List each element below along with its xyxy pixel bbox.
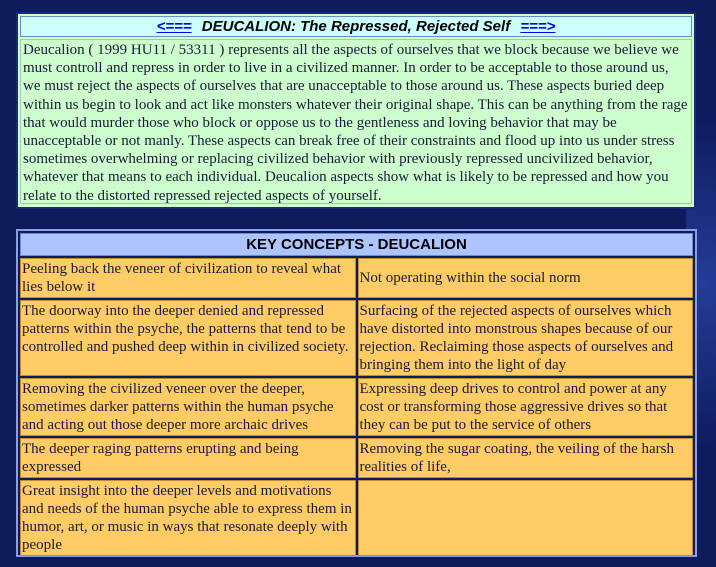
table-row xyxy=(20,378,693,436)
key-concepts-table xyxy=(18,231,695,558)
concept-cell-left: Great insight into the deeper levels and motivations and needs of the human psyche able to express them in humor, art, or music in ways that resonate deeply with people xyxy=(20,480,356,556)
key-concepts-heading: KEY CONCEPTS - DEUCALION xyxy=(20,233,693,256)
next-page-link[interactable]: ===> xyxy=(520,18,556,35)
concept-cell-left: Peeling back the veneer of civilization to reveal what lies below it xyxy=(20,258,356,298)
table-row xyxy=(20,300,693,376)
concept-cell-right: Expressing deep drives to control and power at any cost or transforming those aggressive drives so that they can be put to the service of others xyxy=(358,378,694,436)
concept-cell-left: Removing the civilized veneer over the deeper, sometimes darker patterns within the human psyche and acting out those deeper more archaic drives xyxy=(20,378,356,436)
page-title: DEUCALION: The Repressed, Rejected Self xyxy=(201,18,511,35)
table-row xyxy=(20,438,693,478)
concept-cell-left: The deeper raging patterns erupting and being expressed xyxy=(20,438,356,478)
key-concepts-section xyxy=(16,229,697,557)
concept-cell-right xyxy=(358,480,694,556)
description-text: Deucalion ( 1999 HU11 / 53311 ) represents all the aspects of ourselves that we block because we believe we must controll and repress in order to live in a civilized manner. In order to be acceptable to those around us, we must reject the aspects of ourselves that are unacceptable to those around us. These aspects buried deep within us begin to look and act like monsters whatever their original shape. This can be anything from the rage that would murder those who block or oppose us to the gentleness and loving behavior that may be unacceptable or not manly. These aspects can break free of their constraints and flood up into us under stress sometimes overwhelming or replacing civilized behavior with previously repressed uncivilized behavior, whatever that means to each individual. Deucalion aspects show what is likely to be repressed and how you relate to the distorted repressed rejected aspects of yourself. xyxy=(20,39,692,204)
description-panel xyxy=(16,12,696,209)
concept-cell-right: Surfacing of the rejected aspects of ourselves which have distorted into monstrous shapes because of our rejection. Reclaiming those aspects of ourselves and bringing them into the light of day xyxy=(358,300,694,376)
prev-page-link[interactable]: <=== xyxy=(156,18,192,35)
concept-cell-right: Removing the sugar coating, the veiling of the harsh realities of life, xyxy=(358,438,694,478)
concept-cell-left: The doorway into the deeper denied and repressed patterns within the psyche, the patterns that tend to be controlled and pushed deep within in civilized society. xyxy=(20,300,356,376)
table-row xyxy=(20,258,693,298)
table-row xyxy=(20,480,693,556)
concept-cell-right: Not operating within the social norm xyxy=(358,258,694,298)
page-title-bar xyxy=(20,16,692,37)
